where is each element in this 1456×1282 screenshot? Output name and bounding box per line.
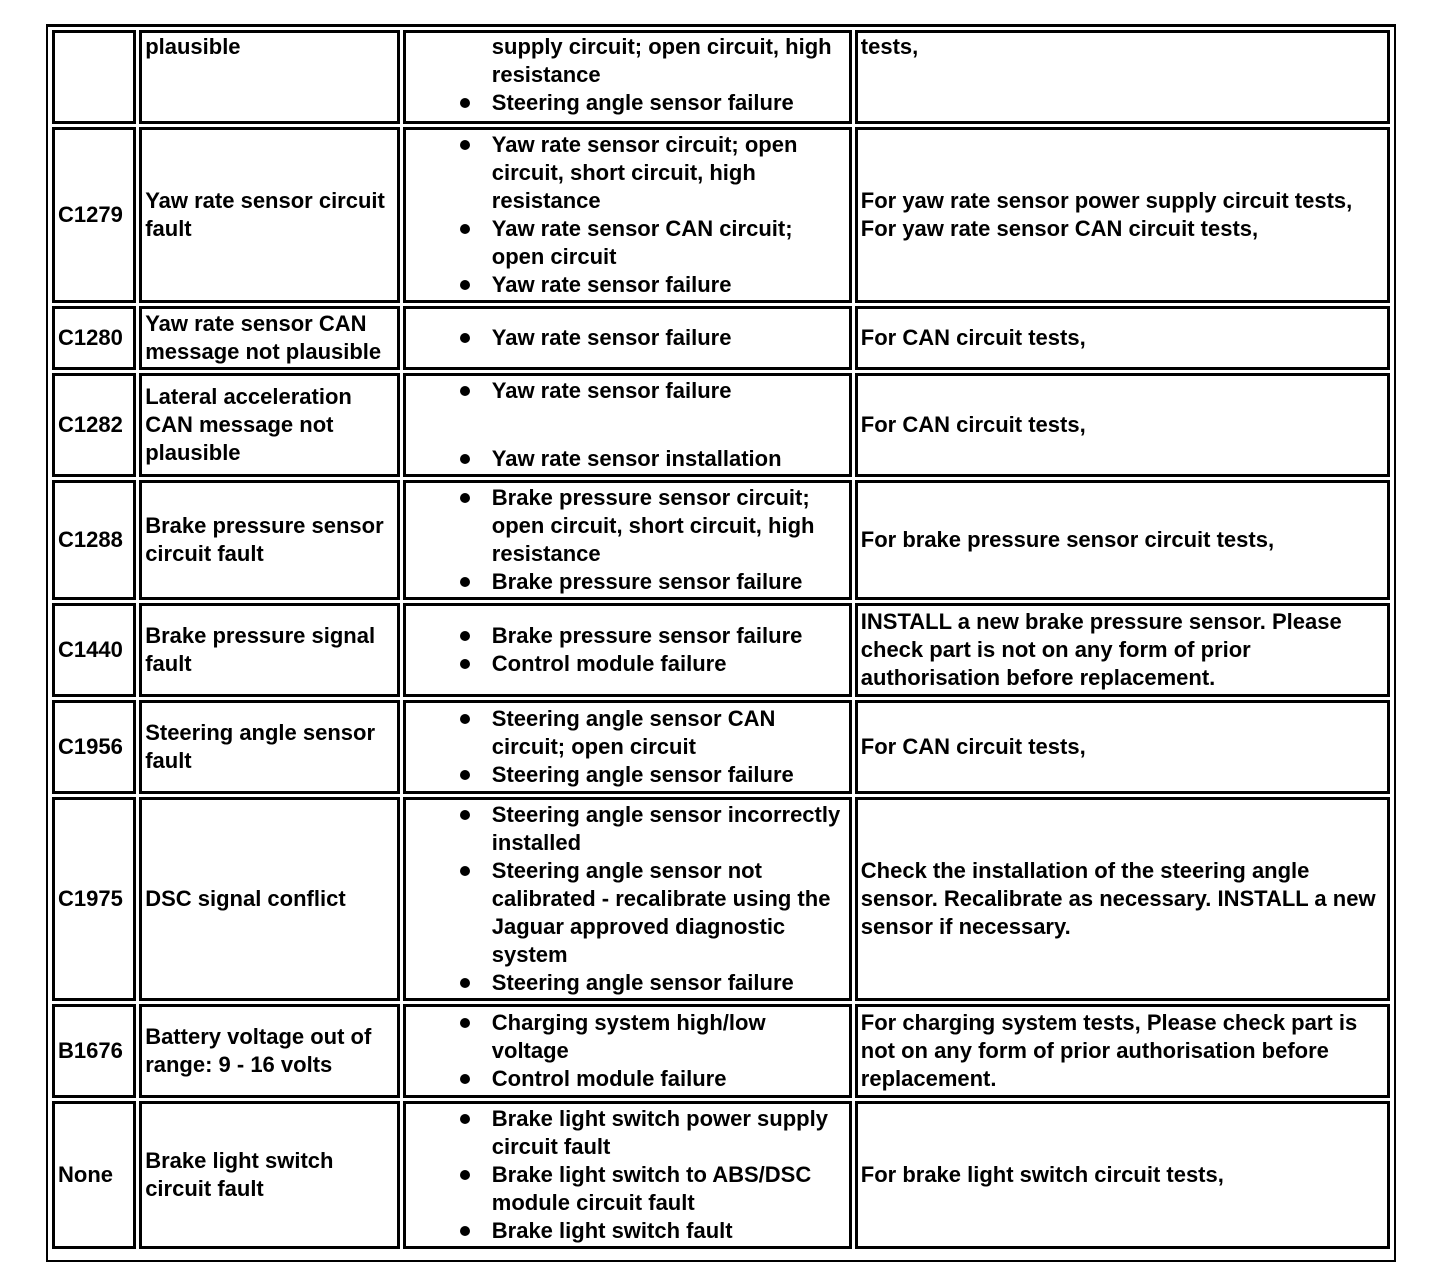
action-cell: For brake pressure sensor circuit tests, [855,480,1390,600]
description-cell: plausible [139,30,400,124]
cause-item: Steering angle sensor failure [456,89,846,117]
cause-item: Steering angle sensor CAN circuit; open circuit [456,705,846,761]
possible-causes-cell [403,700,852,794]
cause-item: Yaw rate sensor failure [456,271,846,299]
action-cell: INSTALL a new brake pressure sensor. Please check part is not on any form of prior authorisation before replacement. [855,603,1390,697]
dtc-code-cell: B1676 [52,1004,136,1098]
cause-item: Yaw rate sensor circuit; open circuit, short circuit, high resistance [456,131,846,215]
description-cell: Battery voltage out of range: 9 - 16 volts [139,1004,400,1098]
cause-item: Yaw rate sensor CAN circuit; open circuit [456,215,846,271]
cause-item: Steering angle sensor not calibrated - recalibrate using the Jaguar approved diagnostic system [456,857,846,969]
table-row [52,306,1390,370]
description-cell: Yaw rate sensor CAN message not plausible [139,306,400,370]
cause-item: Brake light switch fault [456,1217,846,1245]
causes-list [456,1009,846,1093]
cause-item: Yaw rate sensor failure [456,324,846,352]
action-cell: For brake light switch circuit tests, [855,1101,1390,1249]
table-row [52,127,1390,303]
cause-item: Brake pressure sensor circuit; open circuit, short circuit, high resistance [456,484,846,568]
causes-list [456,324,846,352]
dtc-code-cell: C1282 [52,373,136,477]
causes-list [456,484,846,596]
dtc-code-cell: C1279 [52,127,136,303]
possible-causes-cell [403,797,852,1001]
description-cell: Brake pressure signal fault [139,603,400,697]
action-cell: For yaw rate sensor power supply circuit tests, For yaw rate sensor CAN circuit tests, [855,127,1390,303]
dtc-code-cell: C1440 [52,603,136,697]
description-cell: Steering angle sensor fault [139,700,400,794]
dtc-table [49,27,1393,1252]
cause-item: Steering angle sensor failure [456,761,846,789]
dtc-code-cell: C1288 [52,480,136,600]
action-cell: For charging system tests, Please check part is not on any form of prior authorisation before replacement. [855,1004,1390,1098]
cause-item: Charging system high/low voltage [456,1009,846,1065]
table-row [52,603,1390,697]
causes-list [456,33,846,117]
causes-list [456,377,846,473]
cause-item: Brake pressure sensor failure [456,568,846,596]
dtc-code-cell: None [52,1101,136,1249]
table-row [52,1101,1390,1249]
cause-item: Steering angle sensor incorrectly installed [456,801,846,857]
possible-causes-cell [403,1101,852,1249]
description-cell: DSC signal conflict [139,797,400,1001]
cause-item: Brake light switch power supply circuit fault [456,1105,846,1161]
possible-causes-cell [403,1004,852,1098]
causes-list [456,801,846,997]
description-cell: Yaw rate sensor circuit fault [139,127,400,303]
dtc-code-cell [52,30,136,124]
possible-causes-cell [403,127,852,303]
causes-list [456,131,846,299]
table-row [52,480,1390,600]
action-cell: For CAN circuit tests, [855,700,1390,794]
possible-causes-cell [403,373,852,477]
table-row [52,30,1390,124]
possible-causes-cell [403,30,852,124]
table-row [52,1004,1390,1098]
table-row [52,797,1390,1001]
action-cell: For CAN circuit tests, [855,306,1390,370]
table-row [52,700,1390,794]
possible-causes-cell [403,603,852,697]
action-cell: For CAN circuit tests, [855,373,1390,477]
cause-item: Control module failure [456,1065,846,1093]
dtc-table-body [52,30,1390,1249]
cause-item: supply circuit; open circuit, high resistance [491,34,832,87]
cause-item: Yaw rate sensor installation [456,445,846,473]
possible-causes-cell [403,480,852,600]
action-cell: tests, [855,30,1390,124]
cause-item: Yaw rate sensor failure [456,377,846,405]
action-cell: Check the installation of the steering angle sensor. Recalibrate as necessary. INSTALL a new sensor if necessary. [855,797,1390,1001]
causes-list [456,705,846,789]
dtc-code-cell: C1280 [52,306,136,370]
cause-item: Steering angle sensor failure [456,969,846,997]
dtc-code-cell: C1975 [52,797,136,1001]
description-cell: Brake light switch circuit fault [139,1101,400,1249]
cause-item: Control module failure [456,650,846,678]
causes-list [456,1105,846,1245]
dtc-code-cell: C1956 [52,700,136,794]
cause-item: Brake pressure sensor failure [456,622,846,650]
description-cell: Brake pressure sensor circuit fault [139,480,400,600]
description-cell: Lateral acceleration CAN message not plausible [139,373,400,477]
cause-item: Brake light switch to ABS/DSC module circuit fault [456,1161,846,1217]
possible-causes-cell [403,306,852,370]
table-row [52,373,1390,477]
causes-list [456,622,846,678]
